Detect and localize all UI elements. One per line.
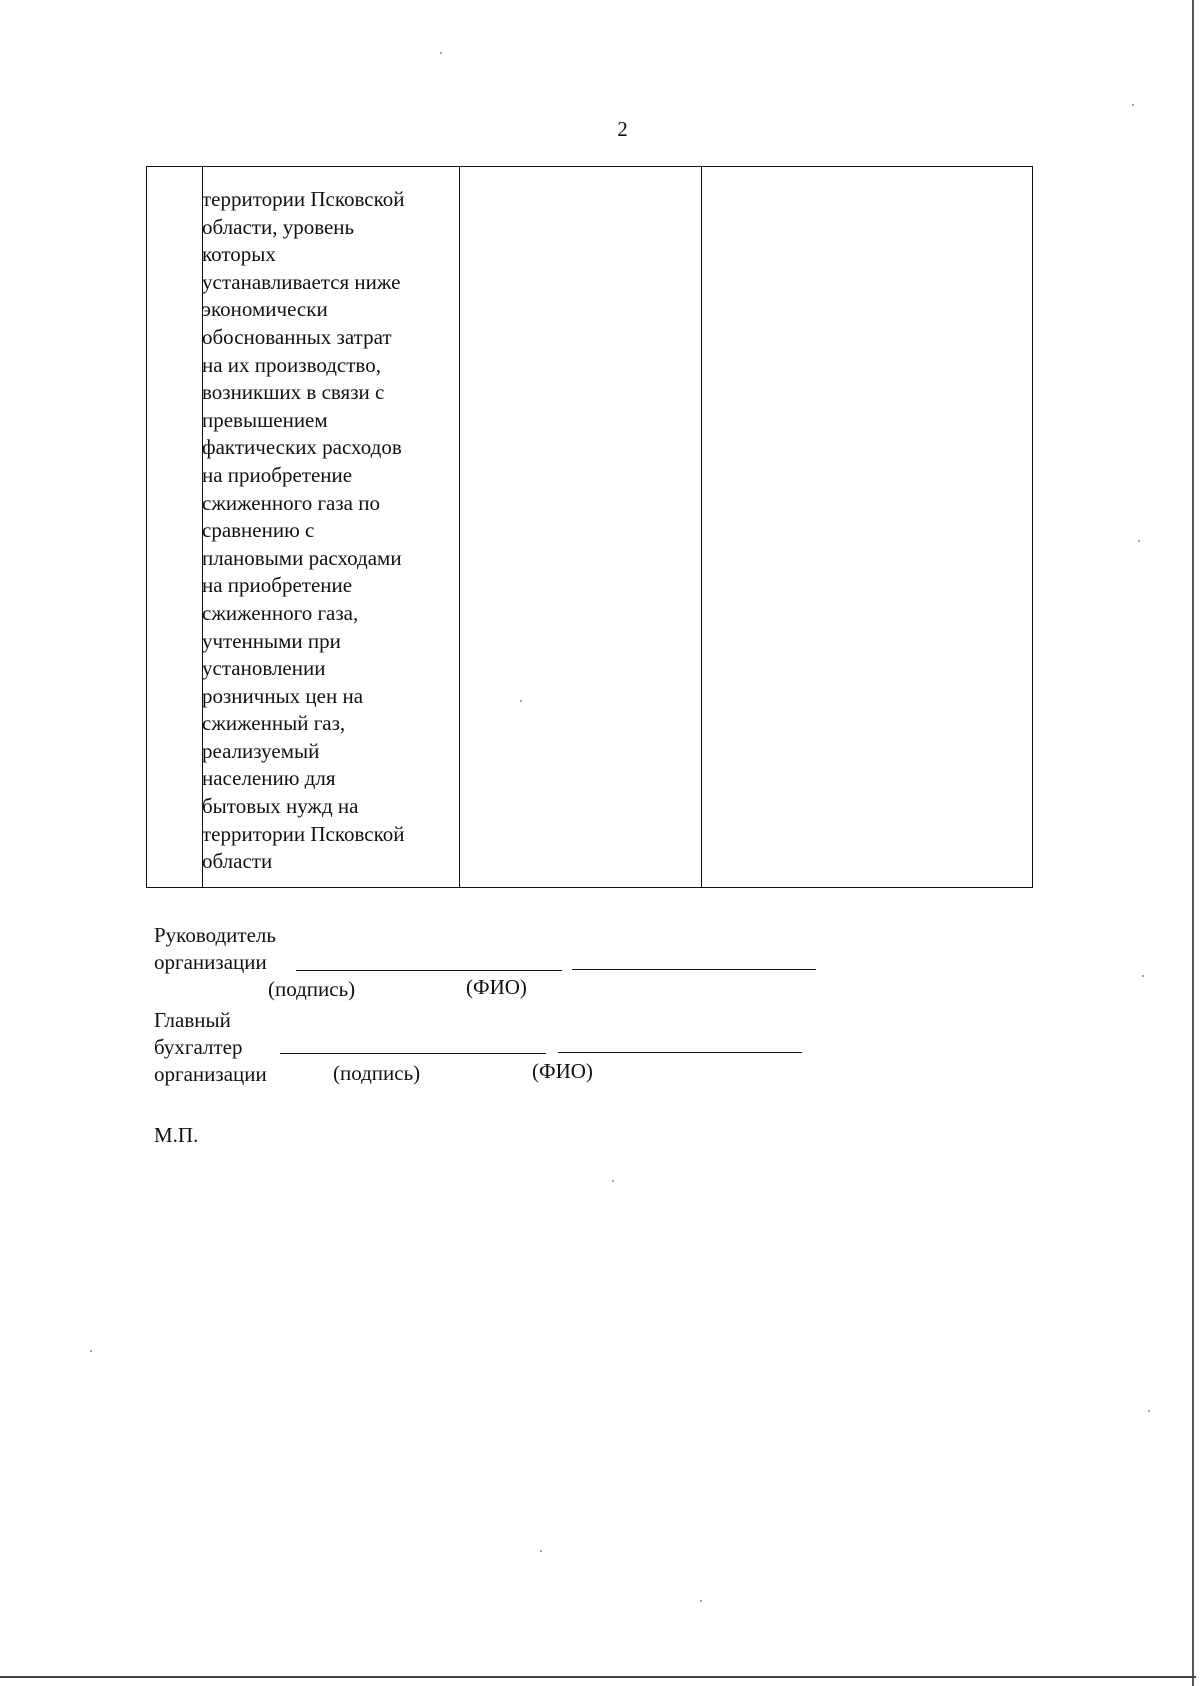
stamp-place-label: М.П.	[154, 1123, 199, 1147]
table-description-cell	[202, 186, 458, 876]
table-text-line: территории Псковской	[202, 821, 405, 846]
head-signature-block	[154, 922, 276, 976]
table-top-border	[146, 166, 1032, 167]
scan-speck	[540, 1550, 542, 1552]
head-signature-line	[296, 970, 562, 971]
table-text-line: области, уровень	[202, 214, 355, 239]
table-text-line: на их производство,	[202, 352, 381, 377]
table-text-line: сравнению с	[202, 518, 315, 543]
table-text-line: устанавливается ниже	[202, 269, 401, 294]
scan-speck	[520, 700, 522, 702]
table-col-border-1	[146, 166, 147, 888]
scan-speck	[1138, 540, 1140, 542]
scan-edge-bottom	[0, 1676, 1196, 1678]
accountant-signature-block	[154, 1007, 267, 1088]
scan-speck	[1142, 975, 1144, 977]
table-text-line: плановыми расходами	[202, 545, 402, 570]
table-col-border-4	[701, 166, 702, 888]
table-text-line: розничных цен на	[202, 683, 364, 708]
scan-speck	[440, 52, 442, 54]
table-text-line: обоснованных затрат	[202, 324, 392, 349]
table-text-line: сжиженный газ,	[202, 711, 346, 736]
table-text-line: населению для	[202, 766, 336, 791]
head-title-line2: организации	[154, 950, 267, 974]
table-text-line: учтенными при	[202, 628, 341, 653]
table-text-line: превышением	[202, 407, 328, 432]
table-text-line: бытовых нужд на	[202, 794, 359, 819]
table-col-border-5	[1032, 166, 1033, 888]
table-text-line: установлении	[202, 656, 326, 681]
accountant-title-line3: организации	[154, 1062, 267, 1086]
accountant-title-line1: Главный	[154, 1008, 231, 1032]
table-text-line: на приобретение	[202, 462, 353, 487]
continuation-table	[146, 166, 1032, 888]
table-text-line: сжиженного газа по	[202, 490, 380, 515]
scan-speck	[1148, 1410, 1150, 1412]
accountant-name-caption: (ФИО)	[532, 1059, 593, 1083]
scan-speck	[700, 1600, 702, 1602]
scan-edge-right	[1192, 0, 1194, 1686]
accountant-signature-line	[280, 1053, 546, 1054]
scan-speck	[1132, 104, 1134, 106]
table-text-line: сжиженного газа,	[202, 600, 359, 625]
head-name-caption: (ФИО)	[466, 975, 527, 999]
table-text-line: территории Псковской	[202, 187, 405, 211]
page-number: 2	[617, 117, 628, 141]
table-text-line: экономически	[202, 297, 328, 322]
accountant-title-line2: бухгалтер	[154, 1035, 243, 1059]
head-signature-caption: (подпись)	[268, 977, 356, 1001]
accountant-name-line	[558, 1052, 802, 1053]
table-text-line: возникших в связи с	[202, 380, 385, 405]
table-text-line: на приобретение	[202, 573, 353, 598]
table-col-border-3	[459, 166, 460, 888]
head-name-line	[572, 969, 816, 970]
head-title-line1: Руководитель	[154, 923, 276, 947]
accountant-signature-caption: (подпись)	[333, 1061, 421, 1085]
table-text-line: которых	[202, 242, 276, 267]
scan-speck	[612, 1180, 614, 1182]
scan-speck	[90, 1350, 92, 1352]
table-text-line: реализуемый	[202, 738, 320, 763]
table-bottom-border	[146, 887, 1032, 888]
table-text-line: области	[202, 849, 273, 874]
table-text-line: фактических расходов	[202, 435, 402, 460]
